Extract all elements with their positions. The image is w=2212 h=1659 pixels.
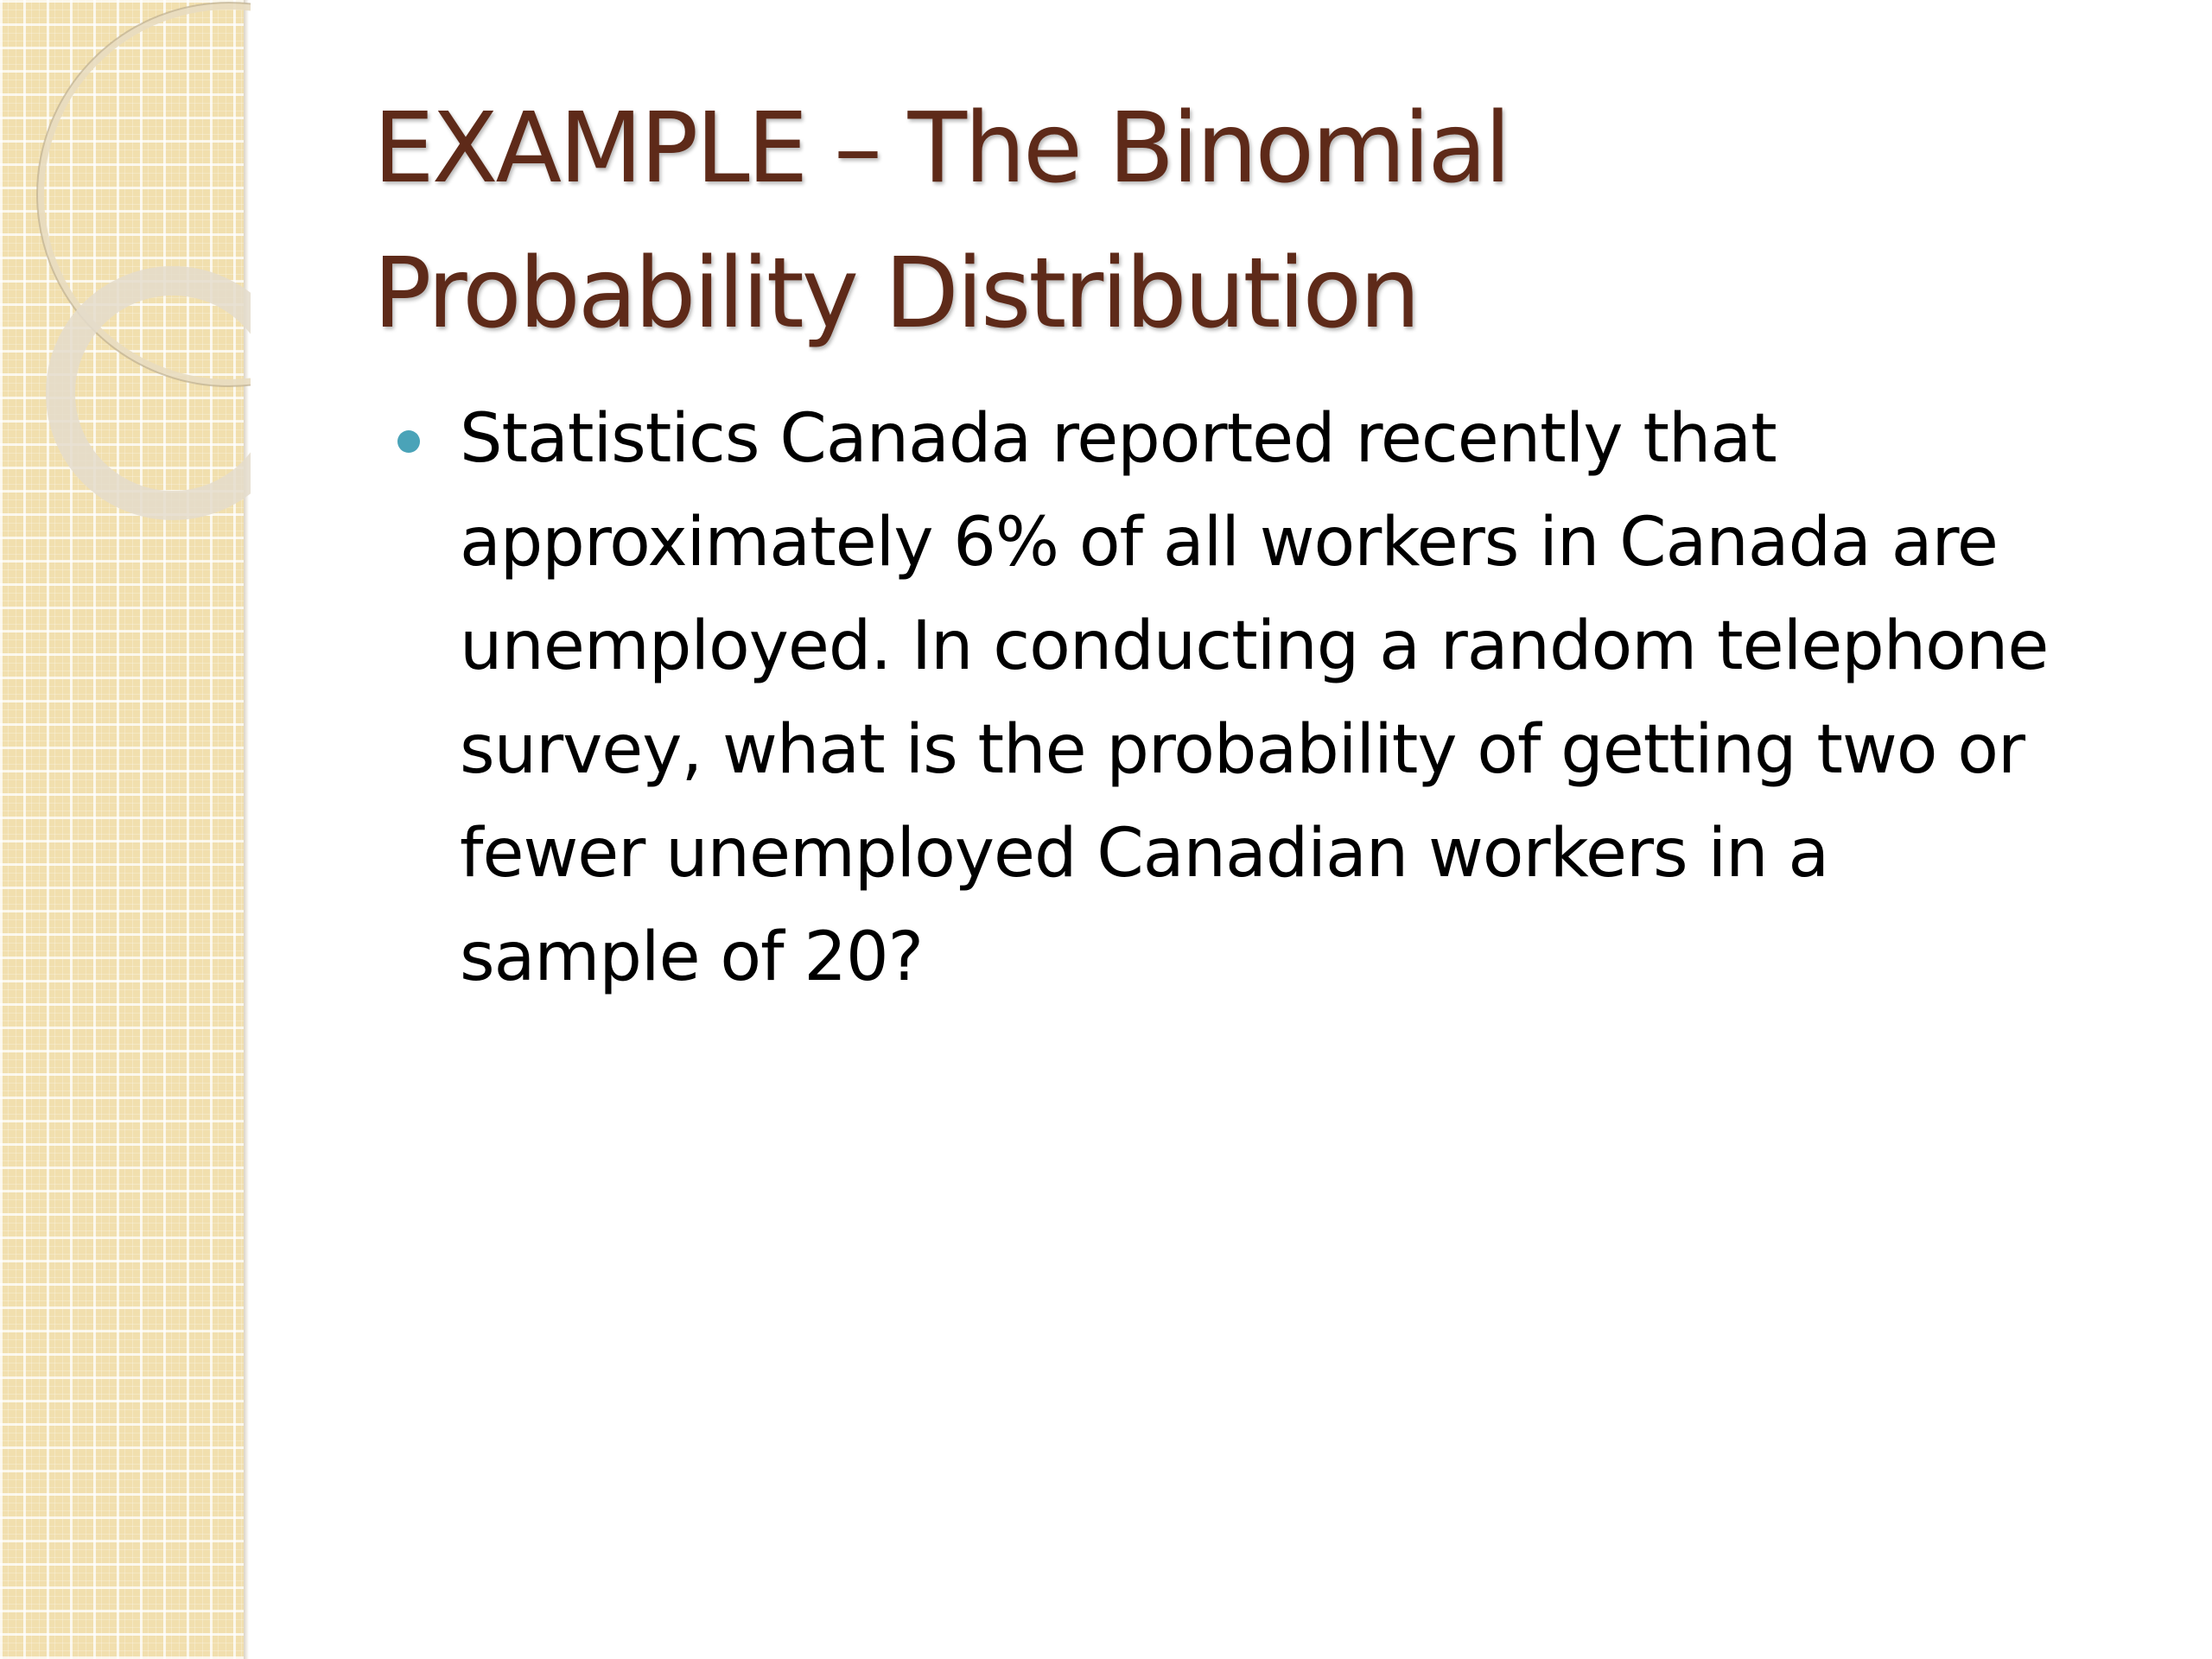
slide-title	[373, 76, 2084, 366]
title-line-2: Probability Distribution	[373, 238, 1419, 350]
bullet-list	[373, 387, 2084, 1009]
decorative-rings	[0, 0, 251, 553]
bullet-text: Statistics Canada reported recently that approximately 6% of all workers in Canada are unemployed. In conducting a random telephone survey, what is the probability of getting two or fewer unemployed Canadian workers in a sample of 20?	[460, 400, 2049, 996]
title-line-1: EXAMPLE – The Binomial	[373, 92, 1509, 205]
small-ring	[60, 281, 251, 505]
bullet-dot-icon	[397, 430, 420, 453]
bullet-item	[373, 387, 2084, 1009]
